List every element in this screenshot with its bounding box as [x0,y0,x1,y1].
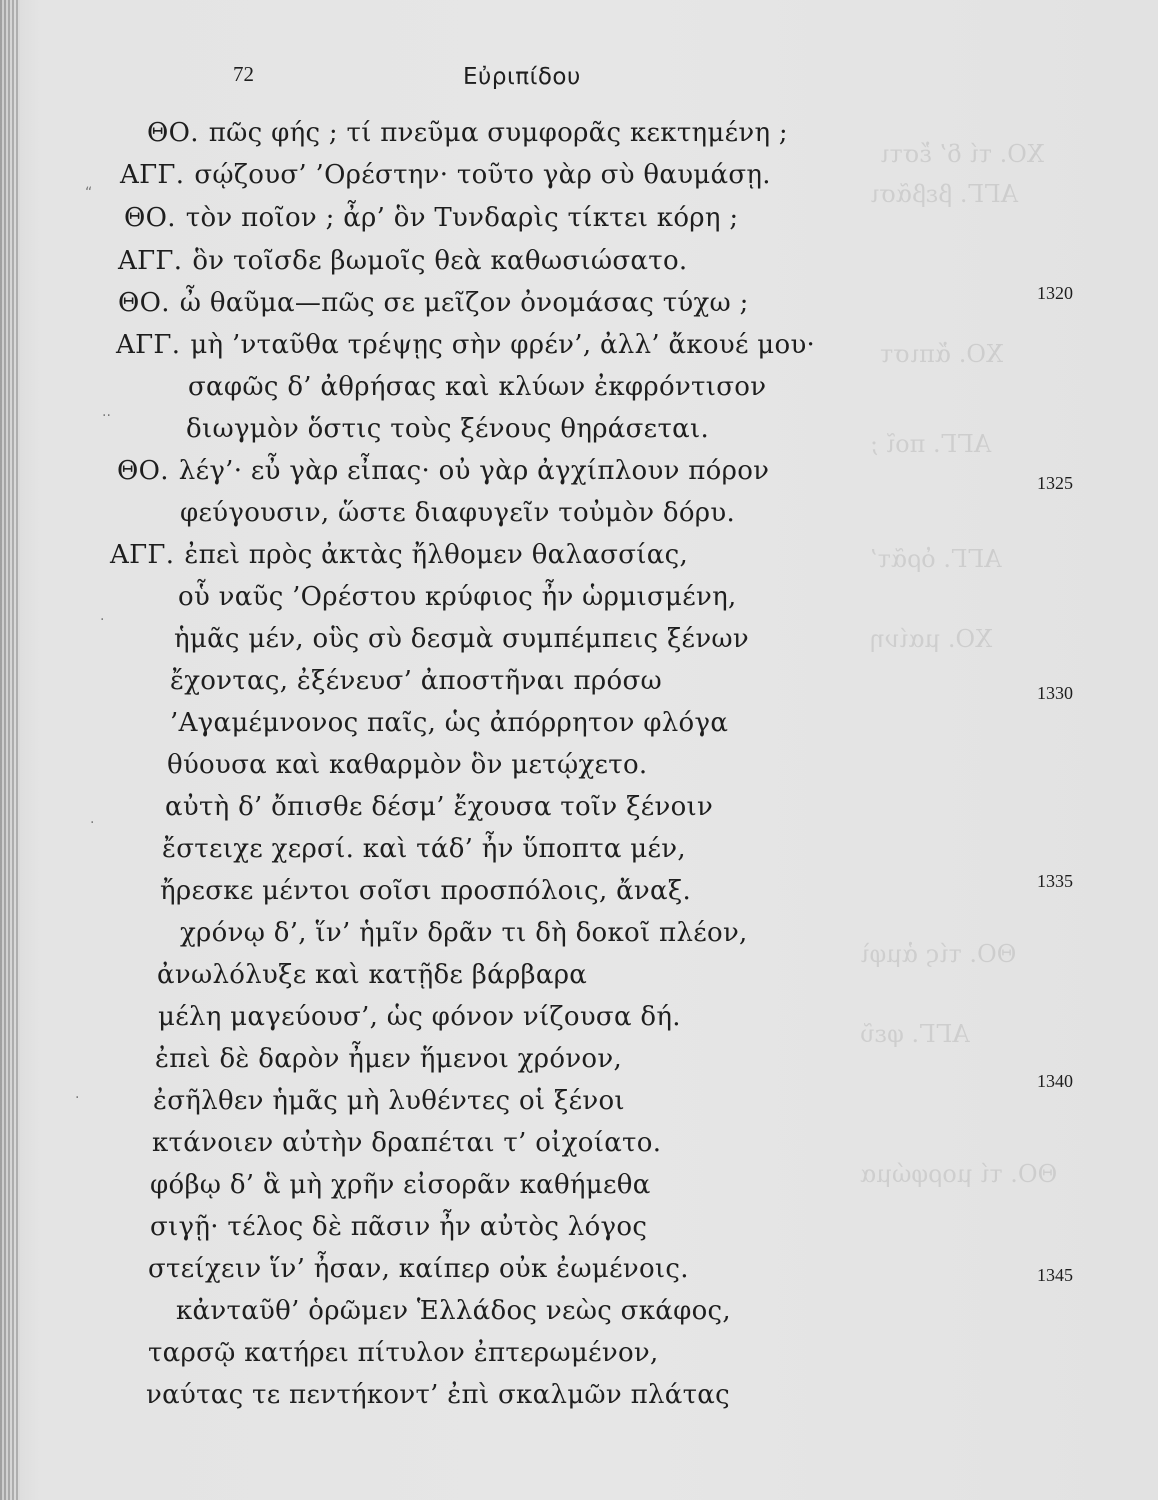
verse-line [124,203,738,233]
verse-line [180,918,748,948]
verse-line [110,540,688,570]
verse-line [147,118,788,148]
book-page: ΧΟ. τί δ’ ἔστι ΑΓΓ. βεβᾶσι ΧΟ. ἄπιστ ΑΓΓ. ποῖ ; ΑΓΓ. ὁρᾶτ’ ΧΟ. μαίνη ΘΟ. τίς ἀμφὶ ΑΓΓ. φεῦ ΘΟ. τί μορφώμα “ ·· · · · 72 Εὐριπίδου ΘΟ. πῶς φής ; τί πνεῦμα συμφορᾶς κεκτημένη ; ΑΓΓ. σῴζουσ’ ’Ορέστην· τοῦτο γὰρ σὺ θαυμάσῃ. ΘΟ. τὸν ποῖον ; ἆρ’ ὃν Τυνδαρὶς τίκτει κόρη ; ΑΓΓ. ὃν τοῖσδε βωμοῖς θεὰ καθωσιώσατο. ΘΟ. ὦ θαῦμα—πῶς σε μεῖζον ὀνομάσας τύχω ; ΑΓΓ. μὴ ’νταῦθα τρέψῃς σὴν φρέν’, ἀλλ’ ἄκουέ μου· σαφῶς δ’ ἀθρήσας καὶ κλύων ἐκφρόντισον διωγμὸν ὅστις τοὺς ξένους θηράσεται. ΘΟ. λέγ’· εὖ γὰρ εἶπας· οὐ γὰρ ἀγχίπλουν πόρον φεύγουσιν, ὥστε διαφυγεῖν τοὐμὸν δόρυ. ΑΓΓ. ἐπεὶ πρὸς ἀκτὰς ἤλθομεν θαλασσίας, οὗ ναῦς ’Ορέστου κρύφιος ἦν ὡρμισμένη, ἡμᾶς μέν, οὓς σὺ δεσμὰ συμπέμπεις ξένων ἔχοντας, ἐξένευσ’ ἀποστῆναι πρόσω ’Αγαμέμνονος παῖς, ὡς ἀπόρρητον φλόγα θύουσα καὶ καθαρμὸν ὃν μετῴχετο. αὐτὴ δ’ ὄπισθε δέσμ’ ἔχουσα τοῖν ξένοιν ἔστειχε χερσί. καὶ τάδ’ ἦν ὕποπτα μέν, ἤρεσκε μέντοι σοῖσι προσπόλοις, ἄναξ. χρόνῳ δ’, ἵν’ ἡμῖν δρᾶν τι δὴ δοκοῖ πλέον, ἀνωλόλυξε καὶ κατῇδε βάρβαρα μέλη μαγεύουσ’, ὡς φόνον νίζουσα δή. ἐπεὶ δὲ δαρὸν ἦμεν ἥμενοι χρόνον, ἐσῆλθεν ἡμᾶς μὴ λυθέντες οἱ ξένοι κτάνοιεν αὐτὴν δραπέται τ’ οἰχοίατο. φόβῳ δ’ ἃ μὴ χρῆν εἰσορᾶν καθήμεθα σιγῇ· τέλος δὲ πᾶσιν ἦν αὐτὸς λόγος στείχειν ἵν’ ἦσαν, καίπερ οὐκ ἐωμένοις. κἀνταῦθ’ ὁρῶμεν Ἑλλάδος νεὼς σκάφος, ταρσῷ κατήρει πίτυλον ἐπτερωμένον, ναύτας τε πεντήκοντ’ ἐπὶ σκαλμῶν πλάτας 1320 1325 1330 1335 1340 1345 [0,0,1158,1500]
verse-line [170,666,662,696]
verse-text: σιγῇ· τέλος δὲ πᾶσιν ἦν αὐτὸς λόγος [150,1212,648,1242]
verse-line [186,414,709,444]
verse-text: ναύτας τε πεντήκοντ’ ἐπὶ σκαλμῶν πλάτας [146,1380,731,1410]
verse-text: ’Αγαμέμνονος παῖς, ὡς ἀπόρρητον φλόγα [170,708,729,738]
verse-text: ἐπεὶ πρὸς ἀκτὰς ἤλθομεν θαλασσίας, [184,540,689,570]
speaker-label: ΑΓΓ. [110,540,175,570]
verse-text: σῴζουσ’ ’Ορέστην· τοῦτο γὰρ σὺ θαυμάσῃ. [194,160,771,190]
verse-text: μέλη μαγεύουσ’, ὡς φόνον νίζουσα δή. [158,1002,681,1032]
line-number: 1340 [1037,1071,1073,1091]
verse-line [118,246,687,276]
verse-text: πῶς φής ; τί πνεῦμα συμφορᾶς κεκτημένη ; [208,118,788,148]
verse-text: θύουσα καὶ καθαρμὸν ὃν μετῴχετο. [167,750,648,780]
verse-text: ἐσῆλθεν ἡμᾶς μὴ λυθέντες οἱ ξένοι [153,1086,625,1116]
verse-line [170,708,728,738]
speaker-label: ΘΟ. [147,118,199,148]
verse-text: ἤρεσκε μέντοι σοῖσι προσπόλοις, ἄναξ. [160,876,692,906]
verse-text: ἀνωλόλυξε καὶ κατῇδε βάρβαρα [157,960,588,990]
verse-text: ἔστειχε χερσί. καὶ τάδ’ ἦν ὕποπτα μέν, [162,834,686,864]
speaker-label: ΑΓΓ. [118,246,183,276]
line-number: 1330 [1037,683,1073,703]
verse-line [155,1044,622,1074]
verse-text: τὸν ποῖον ; ἆρ’ ὃν Τυνδαρὶς τίκτει κόρη ; [185,203,739,233]
verse-line [148,1338,659,1368]
verse-line [150,1170,651,1200]
page-number: 72 [233,62,254,86]
verse-line [157,960,587,990]
verse-text: ἐπεὶ δὲ δαρὸν ἦμεν ἥμενοι χρόνον, [155,1044,623,1074]
verse-text: φόβῳ δ’ ἃ μὴ χρῆν εἰσορᾶν καθήμεθα [150,1170,651,1200]
running-title: Εὐριπίδου [463,64,581,90]
verse-line [118,288,749,318]
verse-text: ἡμᾶς μέν, οὓς σὺ δεσμὰ συμπέμπεις ξένων [174,624,750,654]
verse-line [150,1212,647,1242]
line-number: 1335 [1037,871,1073,891]
speaker-label: ΘΟ. [117,456,169,486]
verse-line [158,1002,681,1032]
verse-line [117,456,769,486]
verse-line [162,834,686,864]
verse-line [165,792,713,822]
verse-line [174,624,749,654]
verse-line [148,1254,689,1284]
speaker-label: ΘΟ. [118,288,170,318]
verse-line [188,372,766,402]
speaker-label: ΑΓΓ. [120,160,185,190]
verse-text: μὴ ’νταῦθα τρέψῃς σὴν φρέν’, ἀλλ’ ἄκουέ μου· [190,330,816,360]
verse-text: ταρσῷ κατήρει πίτυλον ἐπτερωμένον, [148,1338,659,1368]
verse-text: ἔχοντας, ἐξένευσ’ ἀποστῆναι πρόσω [170,666,663,696]
verse-line [180,498,735,528]
verse-line [116,330,815,360]
verse-line [120,160,771,190]
verse-line [160,876,691,906]
verse-text: αὐτὴ δ’ ὄπισθε δέσμ’ ἔχουσα τοῖν ξένοιν [165,792,714,822]
verse-text: κἀνταῦθ’ ὁρῶμεν Ἑλλάδος νεὼς σκάφος, [176,1296,731,1326]
verse-text: ὃν τοῖσδε βωμοῖς θεὰ καθωσιώσατο. [192,246,688,276]
verse-line [176,1296,731,1326]
speaker-label: ΑΓΓ. [116,330,181,360]
verse-line [152,1128,661,1158]
line-number: 1325 [1037,473,1073,493]
verse-text: φεύγουσιν, ὥστε διαφυγεῖν τοὐμὸν δόρυ. [180,498,736,528]
verse-text: χρόνῳ δ’, ἵν’ ἡμῖν δρᾶν τι δὴ δοκοῖ πλέον, [180,918,748,948]
verse-text: λέγ’· εὖ γὰρ εἶπας· οὐ γὰρ ἀγχίπλουν πόρον [178,456,770,486]
verse-line [146,1380,730,1410]
verse-text: κτάνοιεν αὐτὴν δραπέται τ’ οἰχοίατο. [152,1128,662,1158]
speaker-label: ΘΟ. [124,203,176,233]
verse-line [167,750,647,780]
verse-text: σαφῶς δ’ ἀθρήσας καὶ κλύων ἐκφρόντισον [188,372,767,402]
verse-text: οὗ ναῦς ’Ορέστου κρύφιος ἦν ὡρμισμένη, [178,582,737,612]
binding-edge [0,0,20,1500]
verse-text: στείχειν ἵν’ ἦσαν, καίπερ οὐκ ἐωμένοις. [148,1254,689,1284]
verse-line [178,582,737,612]
verse-line [153,1086,625,1116]
line-number: 1320 [1037,283,1073,303]
verse-text: ὦ θαῦμα—πῶς σε μεῖζον ὀνομάσας τύχω ; [179,288,749,318]
line-number: 1345 [1037,1265,1073,1285]
verse-text: διωγμὸν ὅστις τοὺς ξένους θηράσεται. [186,414,710,444]
